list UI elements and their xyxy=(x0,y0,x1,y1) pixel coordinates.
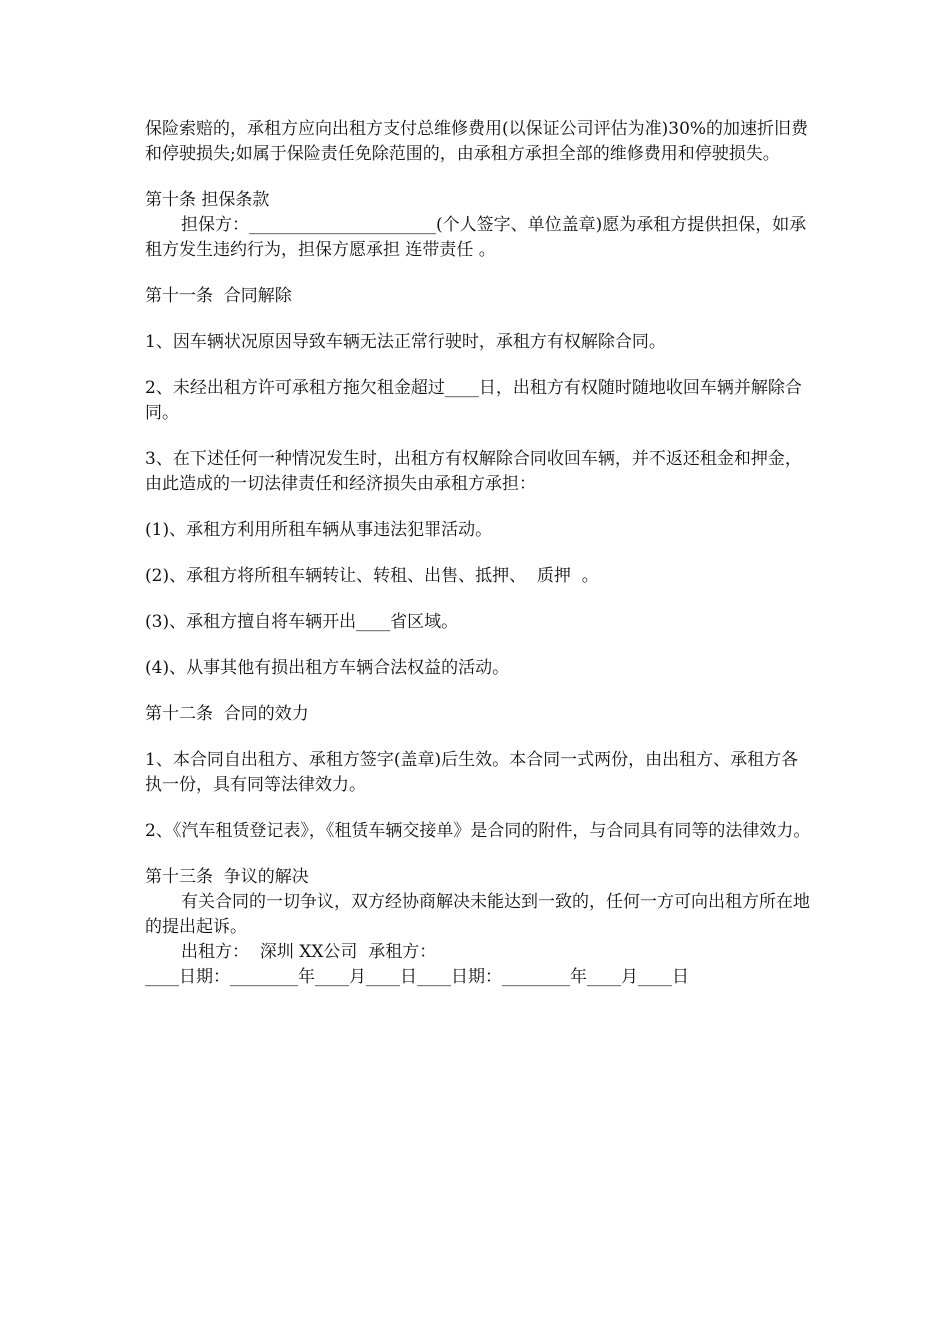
article-11-subitem-1: (1)、承租方利用所租车辆从事违法犯罪活动。 xyxy=(145,520,493,540)
article-11-title: 第十一条 合同解除 xyxy=(145,286,292,306)
article-11-subitem-2: (2)、承租方将所租车辆转让、转租、出售、抵押、 质押 。 xyxy=(145,566,599,586)
article-10-body: 担保方：______________________(个人签字、单位盖章)愿为承租方提供担保，如承租方发生违约行为，担保方愿承担 连带责任 。 xyxy=(145,215,807,260)
article-11-item-3: 3、在下述任何一种情况发生时，出租方有权解除合同收回车辆，并不返还租金和押金，由此造成的一切法律责任和经济损失由承租方承担： xyxy=(145,449,802,494)
article-11-item-1: 1、因车辆状况原因导致车辆无法正常行驶时，承租方有权解除合同。 xyxy=(145,332,666,352)
article-11-item-2: 2、未经出租方许可承租方拖欠租金超过____日，出租方有权随时随地收回车辆并解除合同。 xyxy=(145,378,802,423)
article-12-item-1: 1、本合同自出租方、承租方签字(盖章)后生效。本合同一式两份，由出租方、承租方各执一份，具有同等法律效力。 xyxy=(145,750,799,795)
signature-parties: 出租方： 深圳 XX公司 承租方： xyxy=(181,942,437,962)
article-10-title: 第十条 担保条款 xyxy=(145,190,270,210)
contract-page xyxy=(145,117,815,990)
signature-dates: ____日期：________年____月____日____日期：________年____月____日 xyxy=(145,967,689,987)
article-13-title: 第十三条 争议的解决 xyxy=(145,867,309,887)
intro-paragraph: 保险索赔的，承租方应向出租方支付总维修费用(以保证公司评估为准)30%的加速折旧费和停驶损失;如属于保险责任免除范围的，由承租方承担全部的维修费用和停驶损失。 xyxy=(145,119,809,164)
article-12-title: 第十二条 合同的效力 xyxy=(145,704,309,724)
article-12-item-2: 2、《汽车租赁登记表》，《租赁车辆交接单》是合同的附件，与合同具有同等的法律效力。 xyxy=(145,821,811,841)
article-13-body: 有关合同的一切争议，双方经协商解决未能达到一致的，任何一方可向出租方所在地的提出起诉。 xyxy=(145,892,810,937)
article-11-subitem-4: (4)、从事其他有损出租方车辆合法权益的活动。 xyxy=(145,658,510,678)
article-11-subitem-3: (3)、承租方擅自将车辆开出____省区域。 xyxy=(145,612,459,632)
